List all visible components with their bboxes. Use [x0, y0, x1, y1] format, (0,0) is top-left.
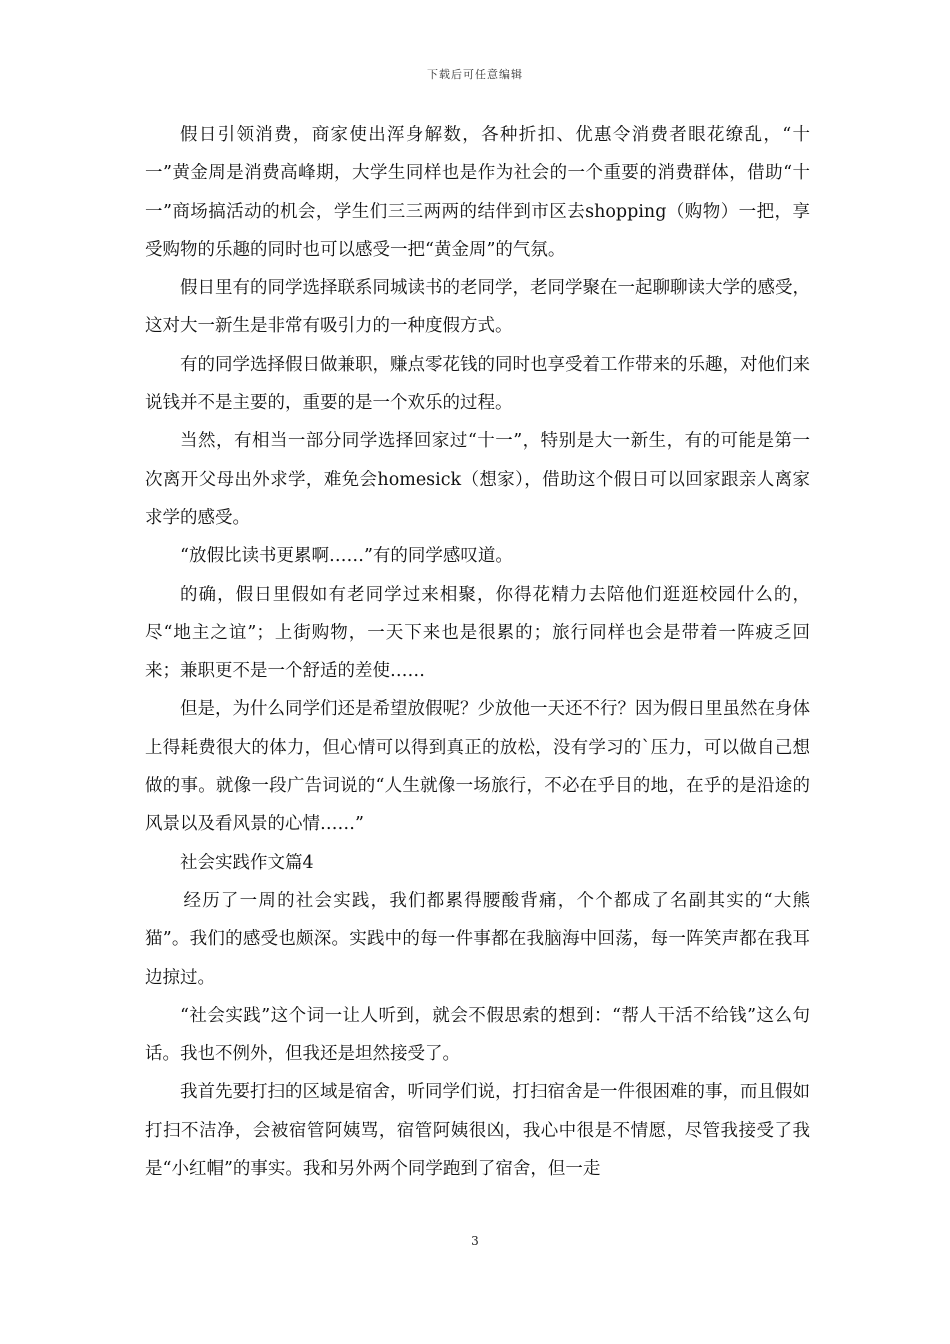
- paragraph-part-time-job: 有的同学选择假日做兼职，赚点零花钱的同时也享受着工作带来的乐趣，对他们来说钱并不是主要的，重要的是一个欢乐的过程。: [145, 354, 810, 414]
- paragraph-holiday-consumption: 假日引领消费，商家使出浑身解数，各种折扣、优惠令消费者眼花缭乱，“十一”黄金周是消费高峰期，大学生同样也是作为社会的一个重要的消费群体，借助“十一”商场搞活动的机会，学生们三三两两的结伴到市区去shopping（购物）一把，享受购物的乐趣的同时也可以感受一把“黄金周”的气氛。: [145, 125, 810, 260]
- page-header: 下载后可任意编辑: [427, 68, 523, 81]
- paragraph-why-holiday: 但是，为什么同学们还是希望放假呢？少放他一天还不行？因为假日里虽然在身体上得耗费很大的体力，但心情可以得到真正的放松，没有学习的`压力，可以做自己想做的事。就像一段广告词说的“人生就像一场旅行，不必在乎目的地，在乎的是沿途的风景以及看风景的心情……”: [145, 699, 810, 835]
- paragraph-going-home: 当然，有相当一部分同学选择回家过“十一”，特别是大一新生，有的可能是第一次离开父母出外求学，难免会homesick（想家），借助这个假日可以回家跟亲人离家求学的感受。: [145, 431, 810, 528]
- paragraph-social-practice-term: “社会实践”这个词一让人听到，就会不假思索的想到：“帮人干活不给钱”这么句话。我也不例外，但我还是坦然接受了。: [145, 1005, 810, 1065]
- paragraph-more-tiring: “放假比读书更累啊……”有的同学感叹道。: [180, 546, 513, 567]
- paragraph-week-practice: 经历了一周的社会实践，我们都累得腰酸背痛，个个都成了名副其实的“大熊猫”。我们的感受也颇深。实践中的每一件事都在我脑海中回荡，每一阵笑声都在我耳边掠过。: [145, 890, 810, 988]
- paragraph-indeed-tiring: 的确，假日里假如有老同学过来相聚，你得花精力去陪他们逛逛校园什么的，尽“地主之谊”；上街购物，一天下来也是很累的；旅行同样也会是带着一阵疲乏回来；兼职更不是一个舒适的差使……: [145, 584, 810, 682]
- section-heading: 社会实践作文篇4: [180, 852, 314, 873]
- paragraph-cleaning-dorm: 我首先要打扫的区域是宿舍，听同学们说，打扫宿舍是一件很困难的事，而且假如打扫不洁净，会被宿管阿姨骂，宿管阿姨很凶，我心中很是不情愿，尽管我接受了我是“小红帽”的事实。我和另外两个同学跑到了宿舍，但一走: [145, 1082, 810, 1180]
- page-number: 3: [471, 1234, 479, 1248]
- paragraph-old-classmates: 假日里有的同学选择联系同城读书的老同学，老同学聚在一起聊聊读大学的感受，这对大一新生是非常有吸引力的一种度假方式。: [145, 278, 810, 337]
- document-body: [145, 116, 810, 1188]
